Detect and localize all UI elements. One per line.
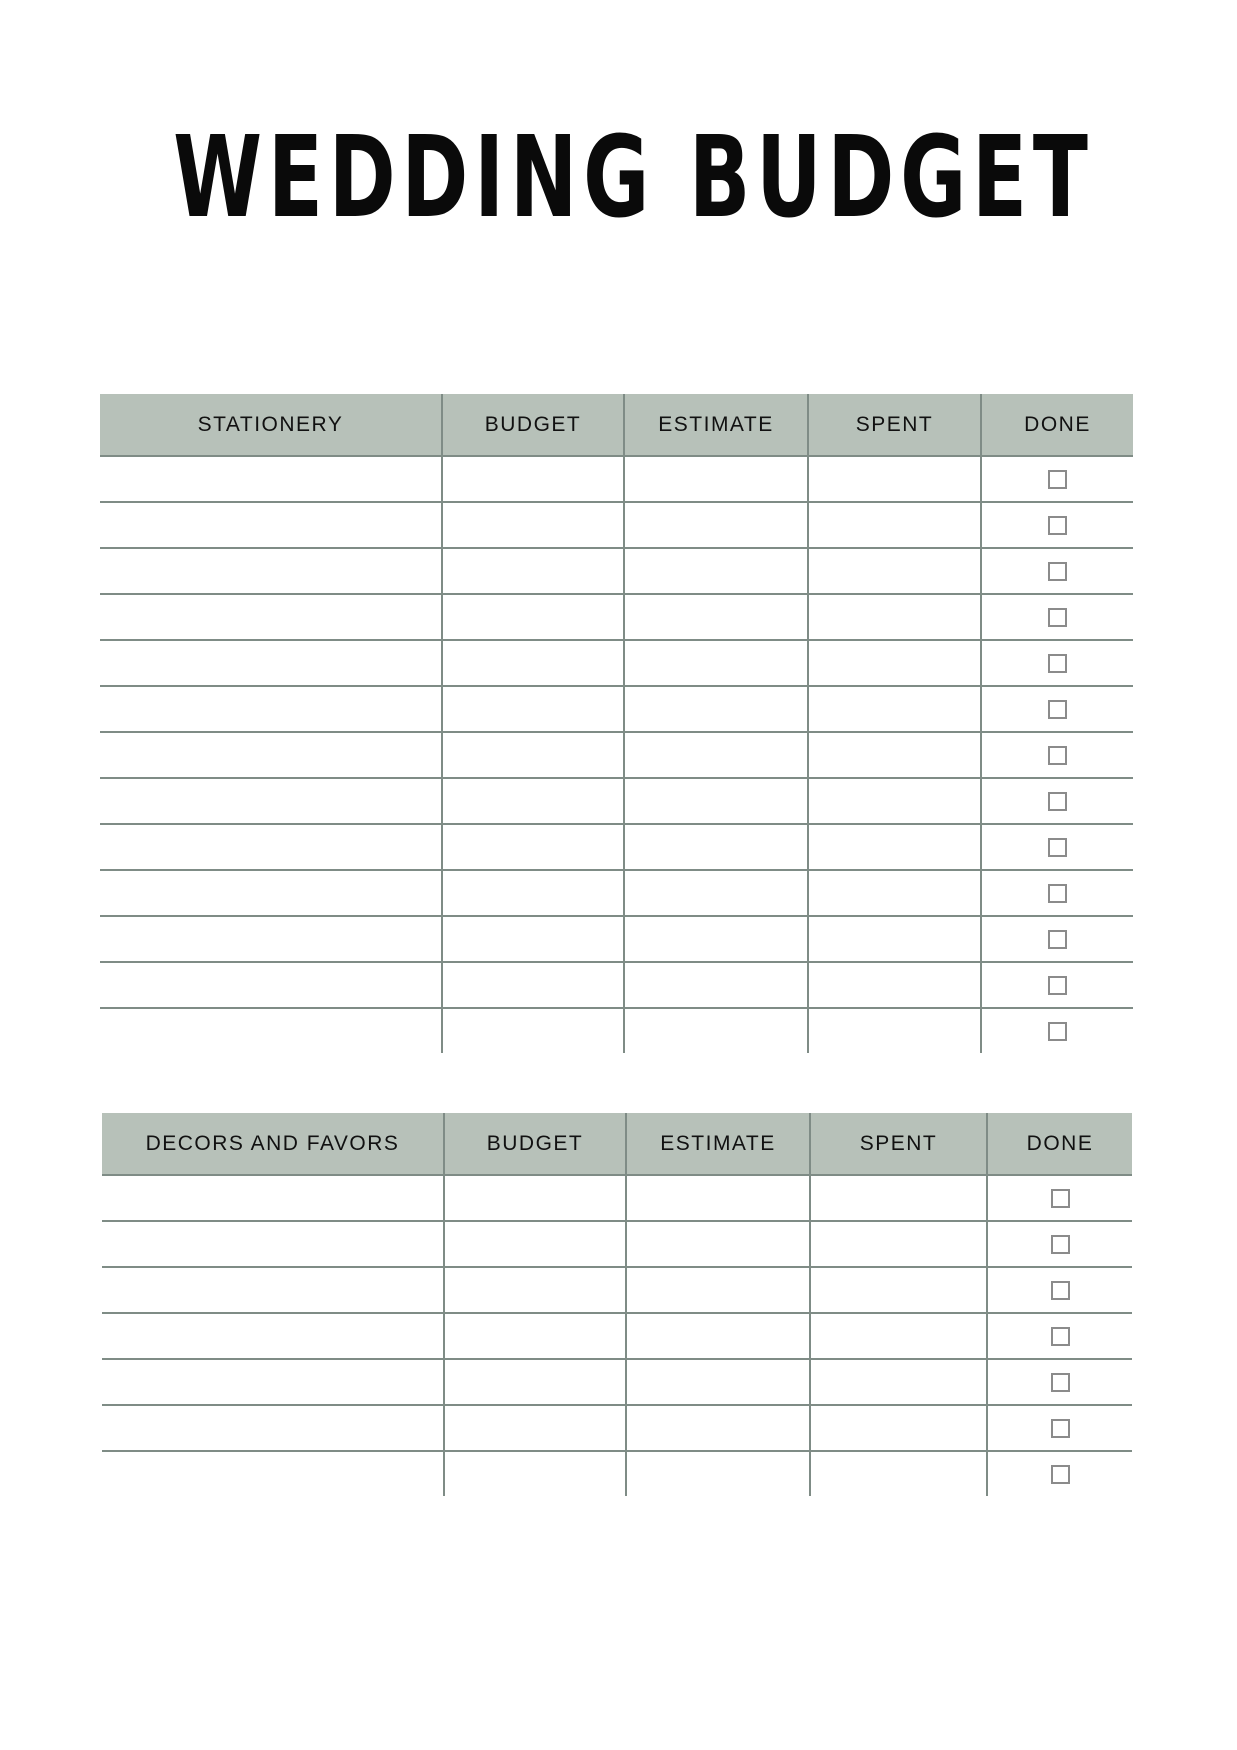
spent-cell[interactable]	[808, 870, 981, 916]
item-cell[interactable]	[102, 1267, 444, 1313]
estimate-cell[interactable]	[624, 870, 808, 916]
table-row	[102, 1175, 1132, 1221]
item-cell[interactable]	[100, 824, 442, 870]
item-cell[interactable]	[102, 1313, 444, 1359]
done-checkbox[interactable]	[1051, 1281, 1070, 1300]
done-checkbox[interactable]	[1048, 654, 1067, 673]
estimate-cell[interactable]	[624, 686, 808, 732]
estimate-cell[interactable]	[626, 1175, 810, 1221]
budget-cell[interactable]	[444, 1405, 626, 1451]
budget-cell[interactable]	[442, 594, 624, 640]
done-cell	[981, 870, 1133, 916]
table-body	[102, 1175, 1132, 1496]
spent-cell[interactable]	[810, 1405, 987, 1451]
item-cell[interactable]	[102, 1405, 444, 1451]
column-header-spent: SPENT	[810, 1113, 987, 1175]
budget-cell[interactable]	[444, 1451, 626, 1496]
estimate-cell[interactable]	[624, 916, 808, 962]
item-cell[interactable]	[100, 962, 442, 1008]
budget-cell[interactable]	[442, 778, 624, 824]
spent-cell[interactable]	[808, 962, 981, 1008]
done-cell	[981, 686, 1133, 732]
spent-cell[interactable]	[808, 502, 981, 548]
item-cell[interactable]	[100, 686, 442, 732]
table-row	[100, 594, 1133, 640]
spent-cell[interactable]	[808, 824, 981, 870]
estimate-cell[interactable]	[624, 456, 808, 502]
budget-cell[interactable]	[444, 1175, 626, 1221]
done-cell	[987, 1175, 1132, 1221]
table-row	[102, 1221, 1132, 1267]
column-header-budget: BUDGET	[442, 394, 624, 456]
budget-cell[interactable]	[442, 502, 624, 548]
table-row	[100, 502, 1133, 548]
estimate-cell[interactable]	[626, 1221, 810, 1267]
done-cell	[981, 732, 1133, 778]
table-header-row	[100, 394, 1133, 456]
budget-cell[interactable]	[444, 1313, 626, 1359]
column-header-budget: BUDGET	[444, 1113, 626, 1175]
spent-cell[interactable]	[808, 732, 981, 778]
column-header-spent: SPENT	[808, 394, 981, 456]
estimate-cell[interactable]	[626, 1313, 810, 1359]
table-row	[100, 870, 1133, 916]
item-cell[interactable]	[100, 870, 442, 916]
done-cell	[981, 778, 1133, 824]
item-cell[interactable]	[100, 778, 442, 824]
estimate-cell[interactable]	[624, 962, 808, 1008]
table-row	[102, 1451, 1132, 1496]
stationery-budget-table	[100, 394, 1133, 1053]
done-checkbox[interactable]	[1048, 792, 1067, 811]
done-cell	[981, 456, 1133, 502]
done-cell	[987, 1221, 1132, 1267]
estimate-cell[interactable]	[626, 1451, 810, 1496]
spent-cell[interactable]	[808, 686, 981, 732]
spent-cell[interactable]	[808, 548, 981, 594]
decors-and-favors-budget-table	[102, 1113, 1132, 1496]
done-checkbox[interactable]	[1048, 976, 1067, 995]
spent-cell[interactable]	[810, 1359, 987, 1405]
estimate-cell[interactable]	[624, 1008, 808, 1053]
budget-cell[interactable]	[442, 962, 624, 1008]
done-checkbox[interactable]	[1051, 1465, 1070, 1484]
budget-cell[interactable]	[442, 870, 624, 916]
column-header-estimate: ESTIMATE	[626, 1113, 810, 1175]
table-row	[100, 778, 1133, 824]
estimate-cell[interactable]	[624, 548, 808, 594]
done-checkbox[interactable]	[1048, 470, 1067, 489]
table-row	[100, 686, 1133, 732]
budget-cell[interactable]	[444, 1221, 626, 1267]
spent-cell[interactable]	[810, 1313, 987, 1359]
item-cell[interactable]	[100, 456, 442, 502]
done-checkbox[interactable]	[1051, 1235, 1070, 1254]
done-checkbox[interactable]	[1051, 1189, 1070, 1208]
spent-cell[interactable]	[808, 916, 981, 962]
item-cell[interactable]	[100, 502, 442, 548]
done-cell	[981, 962, 1133, 1008]
spent-cell[interactable]	[810, 1451, 987, 1496]
item-cell[interactable]	[100, 732, 442, 778]
done-cell	[981, 640, 1133, 686]
column-header-estimate: ESTIMATE	[624, 394, 808, 456]
item-cell[interactable]	[100, 594, 442, 640]
column-header-done: DONE	[981, 394, 1133, 456]
done-cell	[981, 548, 1133, 594]
budget-cell[interactable]	[444, 1267, 626, 1313]
table-row	[102, 1359, 1132, 1405]
item-cell[interactable]	[100, 548, 442, 594]
spent-cell[interactable]	[808, 1008, 981, 1053]
estimate-cell[interactable]	[624, 502, 808, 548]
budget-cell[interactable]	[442, 456, 624, 502]
table-row	[100, 640, 1133, 686]
done-cell	[981, 1008, 1133, 1053]
estimate-cell[interactable]	[626, 1267, 810, 1313]
done-cell	[987, 1405, 1132, 1451]
estimate-cell[interactable]	[624, 594, 808, 640]
item-cell[interactable]	[102, 1175, 444, 1221]
done-checkbox[interactable]	[1048, 746, 1067, 765]
table-row	[100, 456, 1133, 502]
done-cell	[981, 594, 1133, 640]
budget-cell[interactable]	[442, 686, 624, 732]
done-checkbox[interactable]	[1048, 700, 1067, 719]
done-checkbox[interactable]	[1051, 1327, 1070, 1346]
item-cell[interactable]	[100, 1008, 442, 1053]
item-cell[interactable]	[100, 916, 442, 962]
item-cell[interactable]	[102, 1451, 444, 1496]
done-checkbox[interactable]	[1048, 930, 1067, 949]
column-header-category: STATIONERY	[100, 394, 442, 456]
budget-cell[interactable]	[442, 1008, 624, 1053]
table-header-row	[102, 1113, 1132, 1175]
column-header-done: DONE	[987, 1113, 1132, 1175]
estimate-cell[interactable]	[624, 824, 808, 870]
table-row	[100, 732, 1133, 778]
spent-cell[interactable]	[808, 778, 981, 824]
table-row	[102, 1267, 1132, 1313]
budget-cell[interactable]	[442, 824, 624, 870]
spent-cell[interactable]	[810, 1267, 987, 1313]
budget-cell[interactable]	[442, 732, 624, 778]
column-header-category: DECORS AND FAVORS	[102, 1113, 444, 1175]
table-row	[100, 824, 1133, 870]
estimate-cell[interactable]	[626, 1359, 810, 1405]
table-row	[100, 962, 1133, 1008]
done-checkbox[interactable]	[1051, 1419, 1070, 1438]
done-cell	[987, 1359, 1132, 1405]
spent-cell[interactable]	[808, 456, 981, 502]
table-row	[102, 1313, 1132, 1359]
estimate-cell[interactable]	[624, 732, 808, 778]
spent-cell[interactable]	[810, 1221, 987, 1267]
done-cell	[987, 1267, 1132, 1313]
done-cell	[981, 824, 1133, 870]
table-row	[100, 1008, 1133, 1053]
table-row	[100, 916, 1133, 962]
budget-cell[interactable]	[444, 1359, 626, 1405]
budget-cell[interactable]	[442, 640, 624, 686]
budget-cell[interactable]	[442, 548, 624, 594]
done-checkbox[interactable]	[1048, 884, 1067, 903]
done-checkbox[interactable]	[1048, 1022, 1067, 1041]
item-cell[interactable]	[102, 1359, 444, 1405]
item-cell[interactable]	[100, 640, 442, 686]
done-checkbox[interactable]	[1048, 516, 1067, 535]
done-cell	[981, 502, 1133, 548]
spent-cell[interactable]	[808, 594, 981, 640]
done-cell	[987, 1451, 1132, 1496]
table-row	[100, 548, 1133, 594]
done-checkbox[interactable]	[1048, 562, 1067, 581]
spent-cell[interactable]	[808, 640, 981, 686]
table-row	[102, 1405, 1132, 1451]
done-checkbox[interactable]	[1048, 608, 1067, 627]
estimate-cell[interactable]	[624, 640, 808, 686]
table-body	[100, 456, 1133, 1053]
done-checkbox[interactable]	[1051, 1373, 1070, 1392]
spent-cell[interactable]	[810, 1175, 987, 1221]
done-checkbox[interactable]	[1048, 838, 1067, 857]
page-title: WEDDING BUDGET	[173, 113, 1094, 243]
budget-cell[interactable]	[442, 916, 624, 962]
estimate-cell[interactable]	[624, 778, 808, 824]
done-cell	[987, 1313, 1132, 1359]
item-cell[interactable]	[102, 1221, 444, 1267]
done-cell	[981, 916, 1133, 962]
estimate-cell[interactable]	[626, 1405, 810, 1451]
